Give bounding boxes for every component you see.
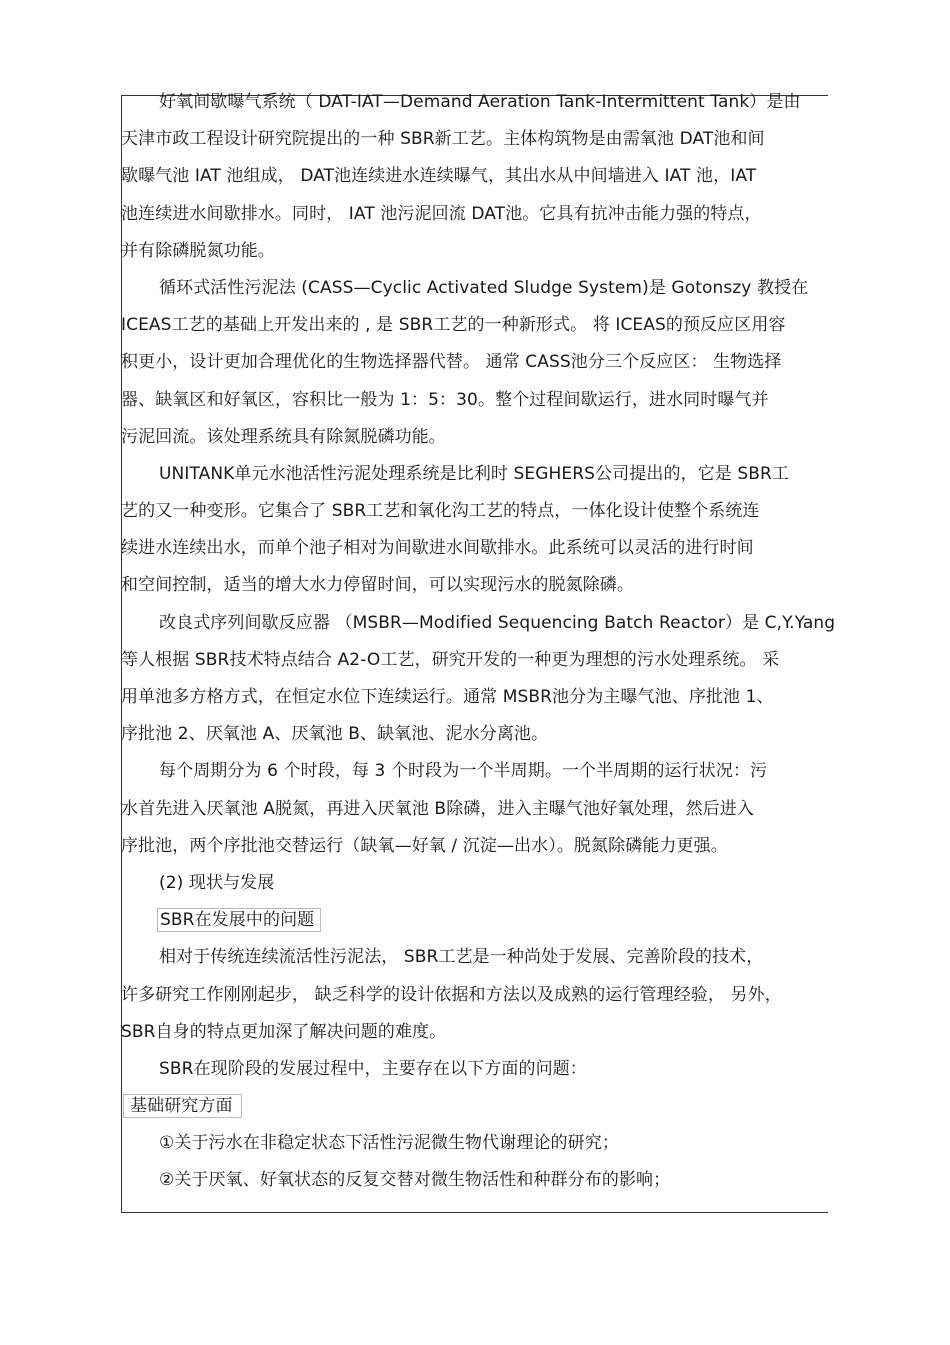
paragraphs-block-1 <box>121 84 836 902</box>
subheading-row <box>121 1088 833 1125</box>
text-line: 等人根据 SBR技术特点结合 A2-O工艺，研究开发的一种更为理想的污水处理系统。 采 <box>121 649 780 670</box>
sbr-problem-heading: SBR在发展中的问题 <box>157 908 321 932</box>
text-line: 相对于传统连续流活性污泥法， SBR工艺是一种尚处于发展、完善阶段的技术， <box>159 947 764 968</box>
text-line: ICEAS工艺的基础上开发出来的 , 是 SBR工艺的一种新形式。 将 ICEAS的预反应区用容 <box>121 315 786 336</box>
text-line: 艺的又一种变形。它集合了 SBR工艺和氧化沟工艺的特点，一体化设计使整个系统连 <box>121 501 760 522</box>
text-line: 水首先进入厌氧池 A脱氮，再进入厌氧池 B除磷，进入主曝气池好氧处理，然后进入 <box>121 798 754 819</box>
text-line: SBR自身的特点更加深了解决问题的难度。 <box>121 1021 447 1042</box>
document-body <box>121 84 836 1200</box>
text-line: 序批池，两个序批池交替运行（缺氧—好氧 / 沉淀—出水）。脱氮除磷能力更强。 <box>121 835 728 856</box>
basic-research-heading: 基础研究方面 <box>123 1094 242 1118</box>
text-line: (2) 现状与发展 <box>159 872 275 893</box>
text-line: 循环式活性污泥法 (CASS—Cyclic Activated Sludge System)是 Gotonszy 教授在 <box>159 277 809 298</box>
text-line: 池连续进水间歇排水。同时， IAT 池污泥回流 DAT池。它具有抗冲击能力强的特点， <box>121 203 762 224</box>
text-line: 好氧间歇曝气系统（ DAT-IAT—Demand Aeration Tank-Intermittent Tank）是由 <box>159 92 801 112</box>
text-line: 续进水连续出水，而单个池子相对为间歇进水间歇排水。此系统可以灵活的进行时间 <box>121 538 754 559</box>
text-line: 并有除磷脱氮功能。 <box>121 240 275 261</box>
paragraphs-block-3 <box>121 1125 833 1199</box>
text-line: 积更小，设计更加合理优化的生物选择器代替。 通常 CASS池分三个反应区： 生物选择 <box>121 352 782 373</box>
text-line: 器、缺氧区和好氧区，容积比一般为 1：5：30。整个过程间歇运行，进水同时曝气并 <box>121 389 769 410</box>
text-line: 用单池多方格方式，在恒定水位下连续运行。通常 MSBR池分为主曝气池、序批池 1、 <box>121 687 774 707</box>
text-line: ①关于污水在非稳定状态下活性污泥微生物代谢理论的研究； <box>159 1133 619 1154</box>
text-line: 每个周期分为 6 个时段，每 3 个时段为一个半周期。一个半周期的运行状况：污 <box>159 761 768 782</box>
text-line: 歇曝气池 IAT 池组成， DAT池连续进水连续曝气，其出水从中间墙进入 IAT 池，IAT <box>121 166 757 187</box>
text-line: 污泥回流。该处理系统具有除氮脱磷功能。 <box>121 426 446 447</box>
text-line: 天津市政工程设计研究院提出的一种 SBR新工艺。主体构筑物是由需氧池 DAT池和间 <box>121 129 765 150</box>
subheading-row <box>121 902 833 939</box>
paragraphs-block-2 <box>121 939 833 1088</box>
text-line: SBR在现阶段的发展过程中，主要存在以下方面的问题： <box>159 1058 587 1079</box>
text-line: 和空间控制，适当的增大水力停留时间，可以实现污水的脱氮除磷。 <box>121 575 634 596</box>
text-line: ②关于厌氧、好氧状态的反复交替对微生物活性和种群分布的影响； <box>159 1170 671 1191</box>
text-line: UNITANK单元水池活性污泥处理系统是比利时 SEGHERS公司提出的，它是 SBR工 <box>159 463 790 484</box>
text-line: 许多研究工作刚刚起步， 缺乏科学的设计依据和方法以及成熟的运行管理经验， 另外， <box>121 984 782 1005</box>
text-line: 改良式序列间歇反应器 （MSBR—Modified Sequencing Batch Reactor）是 C,Y.Yang <box>159 612 836 633</box>
text-line: 序批池 2、厌氧池 A、厌氧池 B、缺氧池、泥水分离池。 <box>121 724 549 745</box>
